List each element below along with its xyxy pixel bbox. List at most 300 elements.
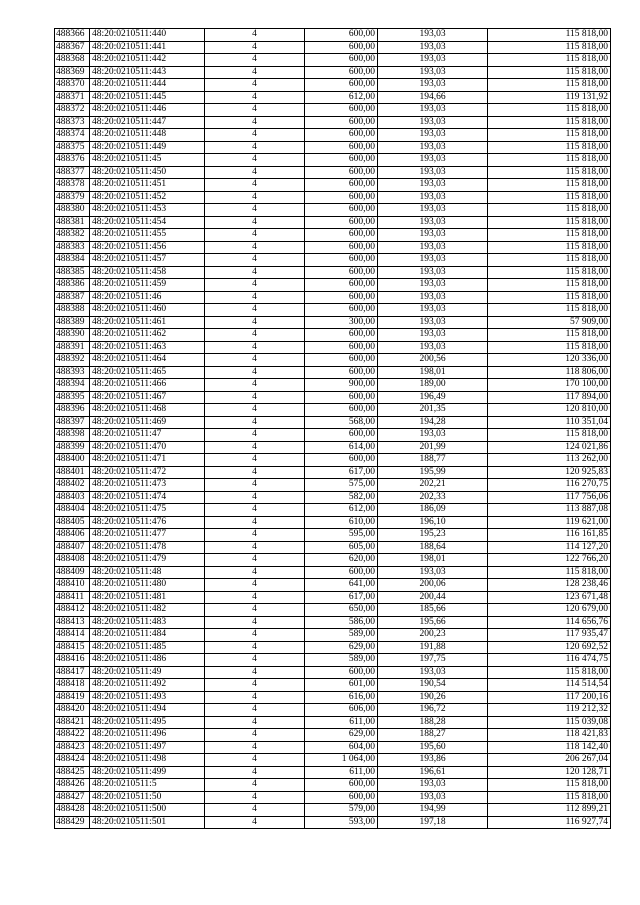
unit-value-cell: 193,03 xyxy=(378,229,488,242)
row-number-cell: 488406 xyxy=(55,529,90,542)
row-number-cell: 488366 xyxy=(55,29,90,42)
table-row xyxy=(55,416,611,429)
unit-value-cell: 193,03 xyxy=(378,54,488,67)
area-cell: 600,00 xyxy=(305,566,378,579)
cadastral-number-cell: 48:20:0210511:469 xyxy=(90,416,205,429)
cadastral-value-cell: 115 818,00 xyxy=(488,66,611,79)
unit-value-cell: 200,44 xyxy=(378,591,488,604)
cadastral-value-cell: 115 818,00 xyxy=(488,566,611,579)
area-cell: 617,00 xyxy=(305,591,378,604)
cadastral-value-cell: 115 818,00 xyxy=(488,341,611,354)
group-code-cell: 4 xyxy=(205,504,305,517)
area-cell: 579,00 xyxy=(305,804,378,817)
group-code-cell: 4 xyxy=(205,41,305,54)
table-row xyxy=(55,116,611,129)
cadastral-number-cell: 48:20:0210511:493 xyxy=(90,691,205,704)
unit-value-cell: 193,86 xyxy=(378,754,488,767)
row-number-cell: 488427 xyxy=(55,791,90,804)
table-row xyxy=(55,741,611,754)
table-row xyxy=(55,454,611,467)
table-row xyxy=(55,404,611,417)
group-code-cell: 4 xyxy=(205,91,305,104)
cadastral-value-cell: 124 021,86 xyxy=(488,441,611,454)
cadastral-number-cell: 48:20:0210511:461 xyxy=(90,316,205,329)
area-cell: 601,00 xyxy=(305,679,378,692)
cadastral-value-cell: 119 621,00 xyxy=(488,516,611,529)
area-cell: 575,00 xyxy=(305,479,378,492)
cadastral-value-cell: 115 818,00 xyxy=(488,291,611,304)
cadastral-number-cell: 48:20:0210511:443 xyxy=(90,66,205,79)
document-page xyxy=(54,28,610,829)
table-row xyxy=(55,366,611,379)
row-number-cell: 488418 xyxy=(55,679,90,692)
group-code-cell: 4 xyxy=(205,179,305,192)
row-number-cell: 488428 xyxy=(55,804,90,817)
row-number-cell: 488419 xyxy=(55,691,90,704)
cadastral-number-cell: 48:20:0210511:479 xyxy=(90,554,205,567)
cadastral-value-cell: 115 818,00 xyxy=(488,166,611,179)
row-number-cell: 488375 xyxy=(55,141,90,154)
cadastral-value-cell: 115 818,00 xyxy=(488,154,611,167)
cadastral-number-cell: 48:20:0210511:467 xyxy=(90,391,205,404)
unit-value-cell: 193,03 xyxy=(378,154,488,167)
cadastral-number-cell: 48:20:0210511:5 xyxy=(90,779,205,792)
unit-value-cell: 200,56 xyxy=(378,354,488,367)
unit-value-cell: 186,09 xyxy=(378,504,488,517)
table-row xyxy=(55,591,611,604)
unit-value-cell: 195,66 xyxy=(378,616,488,629)
area-cell: 612,00 xyxy=(305,504,378,517)
row-number-cell: 488373 xyxy=(55,116,90,129)
group-code-cell: 4 xyxy=(205,454,305,467)
area-cell: 600,00 xyxy=(305,329,378,342)
group-code-cell: 4 xyxy=(205,429,305,442)
row-number-cell: 488386 xyxy=(55,279,90,292)
unit-value-cell: 193,03 xyxy=(378,779,488,792)
row-number-cell: 488401 xyxy=(55,466,90,479)
cadastral-value-cell: 115 818,00 xyxy=(488,666,611,679)
cadastral-value-cell: 115 818,00 xyxy=(488,241,611,254)
row-number-cell: 488390 xyxy=(55,329,90,342)
area-cell: 617,00 xyxy=(305,466,378,479)
unit-value-cell: 193,03 xyxy=(378,291,488,304)
cadastral-value-cell: 115 818,00 xyxy=(488,29,611,42)
group-code-cell: 4 xyxy=(205,491,305,504)
table-row xyxy=(55,216,611,229)
cadastral-value-cell: 115 818,00 xyxy=(488,129,611,142)
unit-value-cell: 193,03 xyxy=(378,116,488,129)
area-cell: 606,00 xyxy=(305,704,378,717)
table-row xyxy=(55,629,611,642)
cadastral-number-cell: 48:20:0210511:460 xyxy=(90,304,205,317)
cadastral-number-cell: 48:20:0210511:464 xyxy=(90,354,205,367)
area-cell: 600,00 xyxy=(305,366,378,379)
cadastral-number-cell: 48:20:0210511:471 xyxy=(90,454,205,467)
group-code-cell: 4 xyxy=(205,516,305,529)
table-row xyxy=(55,191,611,204)
unit-value-cell: 193,03 xyxy=(378,29,488,42)
group-code-cell: 4 xyxy=(205,241,305,254)
table-row xyxy=(55,54,611,67)
group-code-cell: 4 xyxy=(205,729,305,742)
area-cell: 600,00 xyxy=(305,41,378,54)
area-cell: 568,00 xyxy=(305,416,378,429)
row-number-cell: 488393 xyxy=(55,366,90,379)
group-code-cell: 4 xyxy=(205,479,305,492)
row-number-cell: 488410 xyxy=(55,579,90,592)
unit-value-cell: 193,03 xyxy=(378,254,488,267)
area-cell: 629,00 xyxy=(305,729,378,742)
group-code-cell: 4 xyxy=(205,191,305,204)
cadastral-number-cell: 48:20:0210511:499 xyxy=(90,766,205,779)
table-row xyxy=(55,166,611,179)
cadastral-value-cell: 115 818,00 xyxy=(488,329,611,342)
table-row xyxy=(55,529,611,542)
row-number-cell: 488400 xyxy=(55,454,90,467)
cadastral-number-cell: 48:20:0210511:486 xyxy=(90,654,205,667)
unit-value-cell: 188,64 xyxy=(378,541,488,554)
unit-value-cell: 193,03 xyxy=(378,179,488,192)
cadastral-number-cell: 48:20:0210511:472 xyxy=(90,466,205,479)
unit-value-cell: 196,61 xyxy=(378,766,488,779)
group-code-cell: 4 xyxy=(205,79,305,92)
cadastral-number-cell: 48:20:0210511:454 xyxy=(90,216,205,229)
cadastral-number-cell: 48:20:0210511:450 xyxy=(90,166,205,179)
row-number-cell: 488415 xyxy=(55,641,90,654)
unit-value-cell: 202,33 xyxy=(378,491,488,504)
cadastral-number-cell: 48:20:0210511:495 xyxy=(90,716,205,729)
row-number-cell: 488403 xyxy=(55,491,90,504)
unit-value-cell: 201,35 xyxy=(378,404,488,417)
unit-value-cell: 185,66 xyxy=(378,604,488,617)
cadastral-value-cell: 122 766,20 xyxy=(488,554,611,567)
table-row xyxy=(55,241,611,254)
group-code-cell: 4 xyxy=(205,766,305,779)
table-row xyxy=(55,466,611,479)
group-code-cell: 4 xyxy=(205,104,305,117)
row-number-cell: 488382 xyxy=(55,229,90,242)
table-row xyxy=(55,641,611,654)
table-row xyxy=(55,341,611,354)
group-code-cell: 4 xyxy=(205,679,305,692)
cadastral-value-cell: 115 818,00 xyxy=(488,216,611,229)
table-row xyxy=(55,666,611,679)
group-code-cell: 4 xyxy=(205,341,305,354)
area-cell: 600,00 xyxy=(305,79,378,92)
row-number-cell: 488388 xyxy=(55,304,90,317)
cadastral-number-cell: 48:20:0210511:445 xyxy=(90,91,205,104)
unit-value-cell: 193,03 xyxy=(378,279,488,292)
area-cell: 300,00 xyxy=(305,316,378,329)
cadastral-number-cell: 48:20:0210511:476 xyxy=(90,516,205,529)
group-code-cell: 4 xyxy=(205,641,305,654)
row-number-cell: 488416 xyxy=(55,654,90,667)
group-code-cell: 4 xyxy=(205,816,305,829)
cadastral-value-cell: 119 131,92 xyxy=(488,91,611,104)
area-cell: 600,00 xyxy=(305,191,378,204)
cadastral-number-cell: 48:20:0210511:47 xyxy=(90,429,205,442)
cadastral-value-cell: 128 238,46 xyxy=(488,579,611,592)
group-code-cell: 4 xyxy=(205,329,305,342)
table-row xyxy=(55,766,611,779)
area-cell: 600,00 xyxy=(305,141,378,154)
unit-value-cell: 200,23 xyxy=(378,629,488,642)
unit-value-cell: 193,03 xyxy=(378,166,488,179)
cadastral-value-cell: 57 909,00 xyxy=(488,316,611,329)
area-cell: 600,00 xyxy=(305,666,378,679)
cadastral-value-cell: 120 336,00 xyxy=(488,354,611,367)
table-row xyxy=(55,816,611,829)
cadastral-number-cell: 48:20:0210511:49 xyxy=(90,666,205,679)
cadastral-number-cell: 48:20:0210511:457 xyxy=(90,254,205,267)
unit-value-cell: 194,66 xyxy=(378,91,488,104)
cadastral-value-table xyxy=(54,28,611,829)
cadastral-number-cell: 48:20:0210511:453 xyxy=(90,204,205,217)
table-row xyxy=(55,79,611,92)
row-number-cell: 488379 xyxy=(55,191,90,204)
table-row xyxy=(55,304,611,317)
table-row xyxy=(55,291,611,304)
cadastral-value-cell: 120 810,00 xyxy=(488,404,611,417)
cadastral-value-cell: 117 935,47 xyxy=(488,629,611,642)
table-row xyxy=(55,441,611,454)
area-cell: 600,00 xyxy=(305,779,378,792)
area-cell: 600,00 xyxy=(305,216,378,229)
group-code-cell: 4 xyxy=(205,116,305,129)
cadastral-value-cell: 117 756,06 xyxy=(488,491,611,504)
group-code-cell: 4 xyxy=(205,304,305,317)
unit-value-cell: 193,03 xyxy=(378,666,488,679)
area-cell: 600,00 xyxy=(305,54,378,67)
row-number-cell: 488387 xyxy=(55,291,90,304)
table-row xyxy=(55,354,611,367)
cadastral-number-cell: 48:20:0210511:501 xyxy=(90,816,205,829)
unit-value-cell: 196,72 xyxy=(378,704,488,717)
table-row xyxy=(55,691,611,704)
table-row xyxy=(55,579,611,592)
area-cell: 600,00 xyxy=(305,66,378,79)
table-row xyxy=(55,129,611,142)
cadastral-number-cell: 48:20:0210511:466 xyxy=(90,379,205,392)
table-row xyxy=(55,104,611,117)
area-cell: 620,00 xyxy=(305,554,378,567)
cadastral-number-cell: 48:20:0210511:452 xyxy=(90,191,205,204)
cadastral-number-cell: 48:20:0210511:482 xyxy=(90,604,205,617)
area-cell: 589,00 xyxy=(305,654,378,667)
row-number-cell: 488405 xyxy=(55,516,90,529)
table-row xyxy=(55,804,611,817)
unit-value-cell: 193,03 xyxy=(378,566,488,579)
unit-value-cell: 197,18 xyxy=(378,816,488,829)
row-number-cell: 488414 xyxy=(55,629,90,642)
cadastral-number-cell: 48:20:0210511:492 xyxy=(90,679,205,692)
cadastral-value-cell: 114 656,76 xyxy=(488,616,611,629)
area-cell: 610,00 xyxy=(305,516,378,529)
cadastral-number-cell: 48:20:0210511:473 xyxy=(90,479,205,492)
cadastral-value-cell: 115 818,00 xyxy=(488,191,611,204)
cadastral-value-cell: 118 142,40 xyxy=(488,741,611,754)
row-number-cell: 488370 xyxy=(55,79,90,92)
group-code-cell: 4 xyxy=(205,141,305,154)
area-cell: 600,00 xyxy=(305,129,378,142)
table-row xyxy=(55,479,611,492)
unit-value-cell: 193,03 xyxy=(378,104,488,117)
cadastral-value-cell: 115 039,08 xyxy=(488,716,611,729)
cadastral-number-cell: 48:20:0210511:474 xyxy=(90,491,205,504)
area-cell: 589,00 xyxy=(305,629,378,642)
row-number-cell: 488384 xyxy=(55,254,90,267)
area-cell: 600,00 xyxy=(305,279,378,292)
area-cell: 600,00 xyxy=(305,454,378,467)
cadastral-number-cell: 48:20:0210511:45 xyxy=(90,154,205,167)
group-code-cell: 4 xyxy=(205,354,305,367)
cadastral-number-cell: 48:20:0210511:500 xyxy=(90,804,205,817)
row-number-cell: 488389 xyxy=(55,316,90,329)
area-cell: 611,00 xyxy=(305,716,378,729)
row-number-cell: 488402 xyxy=(55,479,90,492)
cadastral-number-cell: 48:20:0210511:497 xyxy=(90,741,205,754)
row-number-cell: 488399 xyxy=(55,441,90,454)
table-row xyxy=(55,616,611,629)
group-code-cell: 4 xyxy=(205,29,305,42)
unit-value-cell: 193,03 xyxy=(378,191,488,204)
row-number-cell: 488420 xyxy=(55,704,90,717)
area-cell: 600,00 xyxy=(305,391,378,404)
cadastral-number-cell: 48:20:0210511:483 xyxy=(90,616,205,629)
area-cell: 650,00 xyxy=(305,604,378,617)
cadastral-number-cell: 48:20:0210511:46 xyxy=(90,291,205,304)
cadastral-value-cell: 115 818,00 xyxy=(488,54,611,67)
table-row xyxy=(55,279,611,292)
unit-value-cell: 193,03 xyxy=(378,216,488,229)
cadastral-number-cell: 48:20:0210511:50 xyxy=(90,791,205,804)
group-code-cell: 4 xyxy=(205,779,305,792)
row-number-cell: 488372 xyxy=(55,104,90,117)
cadastral-value-cell: 113 887,08 xyxy=(488,504,611,517)
row-number-cell: 488425 xyxy=(55,766,90,779)
group-code-cell: 4 xyxy=(205,416,305,429)
row-number-cell: 488424 xyxy=(55,754,90,767)
cadastral-number-cell: 48:20:0210511:468 xyxy=(90,404,205,417)
area-cell: 593,00 xyxy=(305,816,378,829)
unit-value-cell: 191,88 xyxy=(378,641,488,654)
table-row xyxy=(55,491,611,504)
cadastral-number-cell: 48:20:0210511:458 xyxy=(90,266,205,279)
unit-value-cell: 198,01 xyxy=(378,554,488,567)
row-number-cell: 488391 xyxy=(55,341,90,354)
cadastral-value-cell: 116 270,75 xyxy=(488,479,611,492)
area-cell: 600,00 xyxy=(305,29,378,42)
unit-value-cell: 189,00 xyxy=(378,379,488,392)
area-cell: 600,00 xyxy=(305,179,378,192)
row-number-cell: 488369 xyxy=(55,66,90,79)
cadastral-value-cell: 120 128,71 xyxy=(488,766,611,779)
cadastral-value-cell: 115 818,00 xyxy=(488,779,611,792)
table-row xyxy=(55,604,611,617)
row-number-cell: 488423 xyxy=(55,741,90,754)
unit-value-cell: 193,03 xyxy=(378,204,488,217)
group-code-cell: 4 xyxy=(205,791,305,804)
unit-value-cell: 195,23 xyxy=(378,529,488,542)
cadastral-number-cell: 48:20:0210511:448 xyxy=(90,129,205,142)
cadastral-value-cell: 113 262,00 xyxy=(488,454,611,467)
unit-value-cell: 195,60 xyxy=(378,741,488,754)
cadastral-number-cell: 48:20:0210511:481 xyxy=(90,591,205,604)
table-row xyxy=(55,391,611,404)
area-cell: 595,00 xyxy=(305,529,378,542)
table-row xyxy=(55,754,611,767)
table-row xyxy=(55,179,611,192)
cadastral-value-cell: 115 818,00 xyxy=(488,204,611,217)
row-number-cell: 488412 xyxy=(55,604,90,617)
cadastral-number-cell: 48:20:0210511:447 xyxy=(90,116,205,129)
table-row xyxy=(55,91,611,104)
cadastral-number-cell: 48:20:0210511:478 xyxy=(90,541,205,554)
row-number-cell: 488409 xyxy=(55,566,90,579)
unit-value-cell: 188,28 xyxy=(378,716,488,729)
group-code-cell: 4 xyxy=(205,154,305,167)
group-code-cell: 4 xyxy=(205,404,305,417)
cadastral-value-cell: 117 200,16 xyxy=(488,691,611,704)
group-code-cell: 4 xyxy=(205,129,305,142)
row-number-cell: 488396 xyxy=(55,404,90,417)
cadastral-value-cell: 206 267,04 xyxy=(488,754,611,767)
table-row xyxy=(55,729,611,742)
table-row xyxy=(55,229,611,242)
group-code-cell: 4 xyxy=(205,316,305,329)
cadastral-value-cell: 117 894,00 xyxy=(488,391,611,404)
area-cell: 600,00 xyxy=(305,354,378,367)
cadastral-number-cell: 48:20:0210511:494 xyxy=(90,704,205,717)
group-code-cell: 4 xyxy=(205,229,305,242)
table-row xyxy=(55,654,611,667)
cadastral-value-cell: 116 927,74 xyxy=(488,816,611,829)
cadastral-value-cell: 110 351,04 xyxy=(488,416,611,429)
row-number-cell: 488377 xyxy=(55,166,90,179)
table-row xyxy=(55,516,611,529)
group-code-cell: 4 xyxy=(205,604,305,617)
cadastral-value-cell: 116 161,85 xyxy=(488,529,611,542)
unit-value-cell: 201,99 xyxy=(378,441,488,454)
group-code-cell: 4 xyxy=(205,629,305,642)
cadastral-value-cell: 115 818,00 xyxy=(488,791,611,804)
area-cell: 600,00 xyxy=(305,341,378,354)
group-code-cell: 4 xyxy=(205,216,305,229)
unit-value-cell: 195,99 xyxy=(378,466,488,479)
cadastral-value-cell: 114 127,20 xyxy=(488,541,611,554)
area-cell: 582,00 xyxy=(305,491,378,504)
cadastral-value-cell: 115 818,00 xyxy=(488,179,611,192)
area-cell: 600,00 xyxy=(305,429,378,442)
area-cell: 600,00 xyxy=(305,154,378,167)
row-number-cell: 488397 xyxy=(55,416,90,429)
row-number-cell: 488407 xyxy=(55,541,90,554)
row-number-cell: 488383 xyxy=(55,241,90,254)
unit-value-cell: 194,28 xyxy=(378,416,488,429)
table-body xyxy=(55,29,611,829)
table-row xyxy=(55,316,611,329)
cadastral-value-cell: 120 679,00 xyxy=(488,604,611,617)
cadastral-number-cell: 48:20:0210511:498 xyxy=(90,754,205,767)
area-cell: 605,00 xyxy=(305,541,378,554)
row-number-cell: 488385 xyxy=(55,266,90,279)
table-row xyxy=(55,41,611,54)
cadastral-number-cell: 48:20:0210511:459 xyxy=(90,279,205,292)
row-number-cell: 488413 xyxy=(55,616,90,629)
cadastral-number-cell: 48:20:0210511:440 xyxy=(90,29,205,42)
row-number-cell: 488421 xyxy=(55,716,90,729)
group-code-cell: 4 xyxy=(205,541,305,554)
